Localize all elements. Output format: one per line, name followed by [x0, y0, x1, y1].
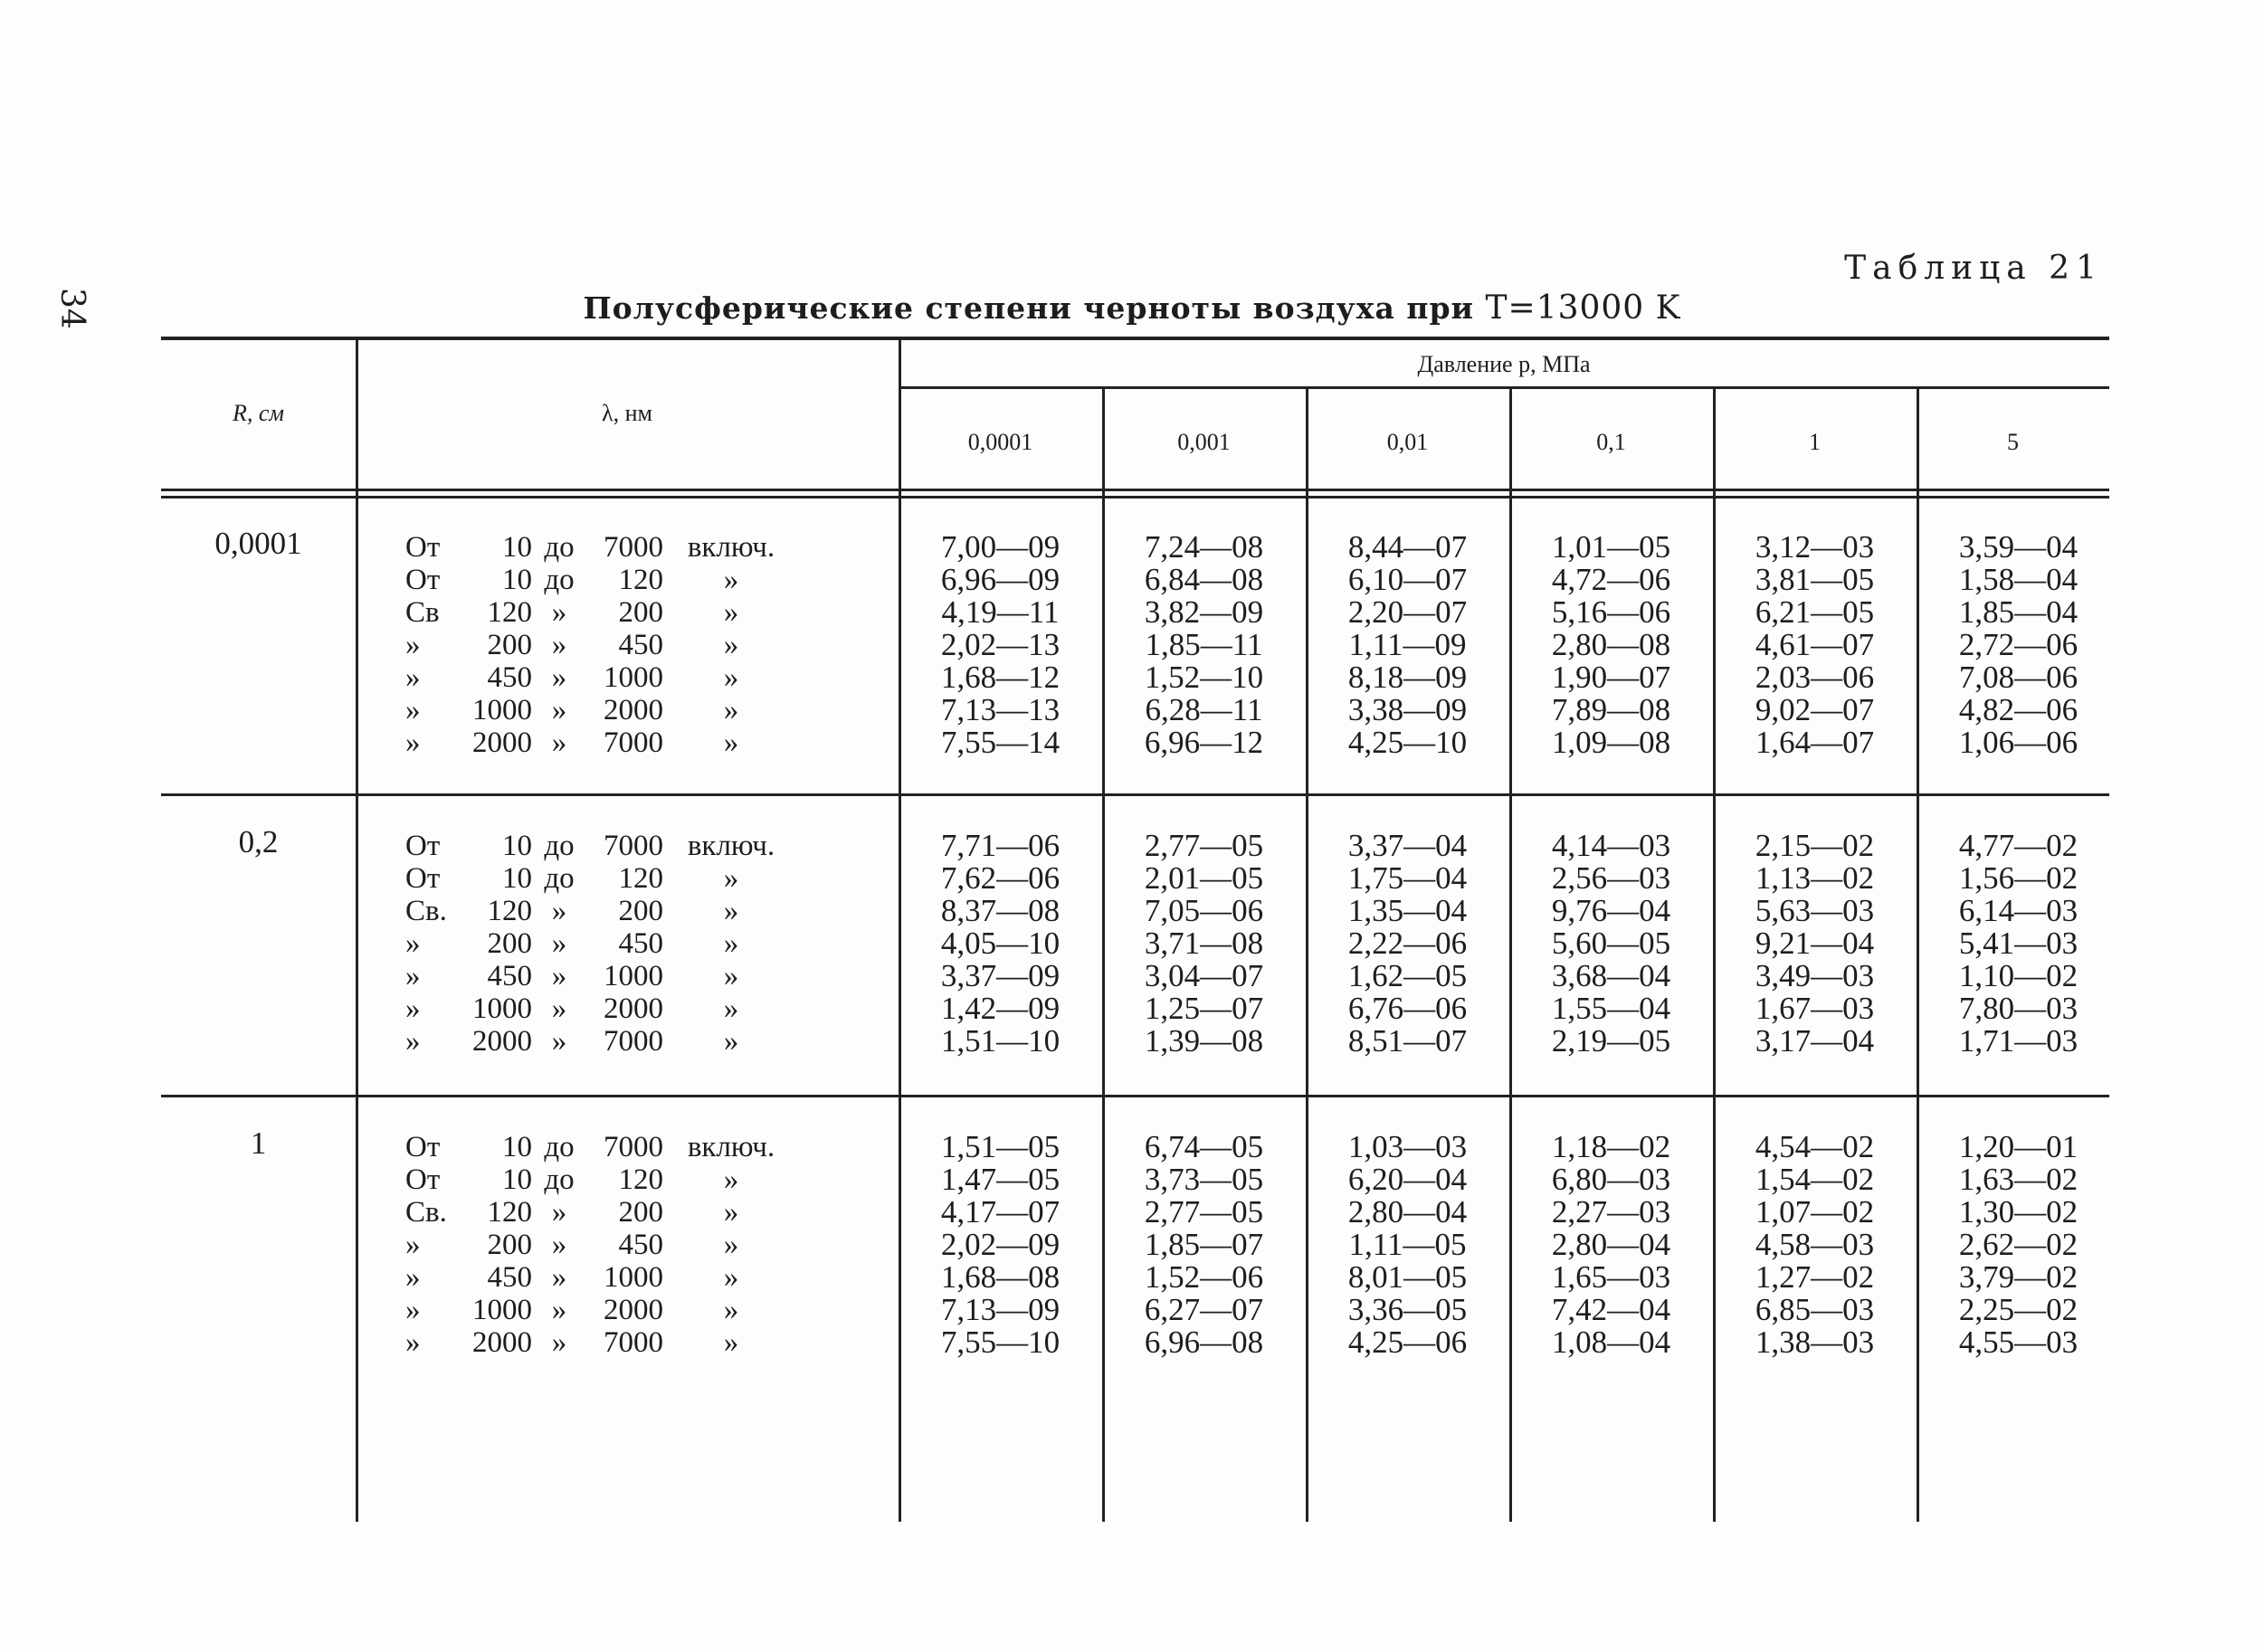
emissivity-value: 6,28—11: [1145, 692, 1263, 727]
lambda-range-part: »: [551, 895, 567, 927]
lambda-range: [405, 862, 799, 895]
lambda-range-part: »: [405, 726, 421, 759]
lambda-range: [405, 726, 799, 759]
lambda-range-part: От: [405, 1131, 441, 1163]
group-divider-2: [161, 1095, 2109, 1097]
emissivity-value: 1,09—08: [1551, 725, 1671, 760]
emissivity-value: 1,55—04: [1551, 991, 1671, 1026]
emissivity-value: 2,62—02: [1958, 1227, 2079, 1262]
lambda-range-part: »: [405, 927, 421, 960]
lambda-range: [405, 1131, 799, 1163]
lambda-range-part: 120: [618, 564, 663, 596]
emissivity-value: 4,17—07: [940, 1194, 1061, 1230]
emissivity-value: 4,55—03: [1958, 1324, 2079, 1360]
emissivity-value: 1,85—07: [1144, 1227, 1264, 1262]
emissivity-value: 1,01—05: [1551, 529, 1671, 565]
lambda-range-part: От: [405, 862, 441, 895]
lambda-range: [405, 531, 799, 564]
lambda-range: [405, 1196, 799, 1229]
header-pressure: Давление p, МПа: [1417, 351, 1591, 377]
emissivity-column: [1713, 830, 1917, 1058]
emissivity-value: 7,55—14: [940, 725, 1061, 760]
emissivity-column: [1509, 830, 1713, 1058]
lambda-range-part: 450: [618, 927, 663, 960]
lambda-range-part: 200: [618, 1196, 663, 1229]
lambda-range-part: 120: [487, 1196, 532, 1229]
lambda-range-part: до: [544, 1131, 575, 1163]
lambda-range-part: От: [405, 830, 441, 862]
lambda-range-part: »: [723, 1025, 739, 1058]
emissivity-value: 6,84—08: [1144, 562, 1264, 597]
emissivity-value: 7,42—04: [1551, 1292, 1671, 1327]
emissivity-value: 3,73—05: [1144, 1162, 1264, 1197]
emissivity-value: 5,16—06: [1551, 594, 1671, 630]
emissivity-value: 1,51—05: [940, 1129, 1061, 1164]
emissivity-value: 1,85—04: [1958, 594, 2079, 630]
lambda-range-part: »: [723, 1196, 739, 1229]
emissivity-value: 1,30—02: [1958, 1194, 2079, 1230]
page-number: 34: [53, 288, 90, 329]
lambda-range-part: 7000: [604, 726, 663, 759]
lambda-range: [405, 895, 799, 927]
emissivity-value: 1,65—03: [1551, 1259, 1671, 1295]
emissivity-value: 2,19—05: [1551, 1023, 1671, 1059]
lambda-range-part: »: [405, 661, 421, 694]
emissivity-value: 7,71—06: [940, 828, 1061, 863]
emissivity-column: [1917, 531, 2120, 759]
emissivity-value: 3,59—04: [1958, 529, 2079, 565]
emissivity-value: 4,54—02: [1755, 1129, 1875, 1164]
header-lambda: λ, нм: [602, 400, 652, 426]
emissivity-value: 2,27—03: [1551, 1194, 1671, 1230]
emissivity-value: 1,06—06: [1958, 725, 2079, 760]
lambda-range-list: [405, 830, 799, 1058]
lambda-range-part: 450: [618, 1229, 663, 1261]
emissivity-column: [1917, 1131, 2120, 1359]
lambda-range-part: 2000: [604, 694, 663, 726]
emissivity-value: 1,38—03: [1755, 1324, 1875, 1360]
table-title-text: Полусферические степени черноты воздуха при: [583, 290, 1486, 326]
emissivity-value: 6,76—06: [1347, 991, 1468, 1026]
emissivity-value: 2,22—06: [1347, 926, 1468, 961]
lambda-range-part: 7000: [604, 531, 663, 564]
emissivity-value: 3,38—09: [1347, 692, 1468, 727]
emissivity-value: 4,14—03: [1551, 828, 1671, 863]
lambda-range-list: [405, 1131, 799, 1359]
lambda-range-part: 200: [618, 895, 663, 927]
emissivity-value: 7,05—06: [1144, 893, 1264, 928]
lambda-range-part: 1000: [472, 992, 532, 1025]
emissivity-value: 1,67—03: [1755, 991, 1875, 1026]
emissivity-value: 4,61—07: [1755, 627, 1875, 662]
emissivity-value: 1,07—02: [1755, 1194, 1875, 1230]
row-r-value: 1: [250, 1125, 267, 1161]
emissivity-value: 3,36—05: [1347, 1292, 1468, 1327]
emissivity-value: 4,58—03: [1755, 1227, 1875, 1262]
emissivity-value: 1,64—07: [1755, 725, 1875, 760]
emissivity-value: 7,08—06: [1958, 660, 2079, 695]
emissivity-value: 6,85—03: [1755, 1292, 1875, 1327]
emissivity-value: 7,80—03: [1958, 991, 2079, 1026]
lambda-range-part: до: [544, 862, 575, 895]
emissivity-value: 6,96—09: [940, 562, 1061, 597]
lambda-range: [405, 661, 799, 694]
emissivity-value: 7,13—13: [940, 692, 1061, 727]
emissivity-value: 5,63—03: [1755, 893, 1875, 928]
emissivity-value: 4,25—10: [1347, 725, 1468, 760]
lambda-range-part: »: [551, 1261, 567, 1294]
emissivity-table: [161, 337, 2109, 1522]
emissivity-value: 3,37—09: [940, 958, 1061, 993]
lambda-range: [405, 830, 799, 862]
lambda-range-part: 2000: [604, 992, 663, 1025]
lambda-range-part: »: [723, 661, 739, 694]
lambda-range-part: 2000: [472, 726, 532, 759]
emissivity-value: 1,90—07: [1551, 660, 1671, 695]
lambda-range-part: »: [551, 629, 567, 661]
lambda-range-part: 1000: [472, 1294, 532, 1326]
lambda-range: [405, 1294, 799, 1326]
lambda-range-part: »: [723, 726, 739, 759]
row-r-value: 0,2: [238, 824, 279, 859]
lambda-range-part: »: [723, 629, 739, 661]
emissivity-value: 7,89—08: [1551, 692, 1671, 727]
lambda-range-part: От: [405, 531, 441, 564]
emissivity-value: 3,81—05: [1755, 562, 1875, 597]
lambda-range-part: 10: [502, 1163, 532, 1196]
emissivity-value: 8,44—07: [1347, 529, 1468, 565]
emissivity-value: 1,18—02: [1551, 1129, 1671, 1164]
lambda-range-part: 2000: [472, 1326, 532, 1359]
lambda-range-part: »: [723, 694, 739, 726]
lambda-range-part: »: [723, 960, 739, 992]
header-pressure-1: 0,001: [1177, 429, 1231, 455]
emissivity-value: 2,02—09: [940, 1227, 1061, 1262]
lambda-range-part: до: [544, 830, 575, 862]
lambda-range-part: 10: [502, 564, 532, 596]
lambda-range: [405, 629, 799, 661]
header-r: R, см: [232, 400, 284, 426]
emissivity-value: 3,79—02: [1958, 1259, 2079, 1295]
lambda-range-part: Св: [405, 596, 440, 629]
emissivity-value: 4,19—11: [941, 594, 1060, 630]
emissivity-value: 1,68—08: [940, 1259, 1061, 1295]
emissivity-value: 1,85—11: [1145, 627, 1263, 662]
lambda-range-part: »: [551, 661, 567, 694]
lambda-range-part: до: [544, 564, 575, 596]
emissivity-column: [899, 531, 1102, 759]
lambda-range-part: »: [405, 629, 421, 661]
lambda-range-part: 450: [487, 960, 532, 992]
lambda-range: [405, 1326, 799, 1359]
lambda-range: [405, 992, 799, 1025]
emissivity-value: 4,05—10: [940, 926, 1061, 961]
lambda-range-part: »: [405, 1025, 421, 1058]
emissivity-value: 7,24—08: [1144, 529, 1264, 565]
emissivity-value: 1,63—02: [1958, 1162, 2079, 1197]
lambda-range-part: 200: [487, 1229, 532, 1261]
emissivity-value: 1,11—05: [1348, 1227, 1467, 1262]
emissivity-value: 9,76—04: [1551, 893, 1671, 928]
emissivity-column: [1306, 830, 1509, 1058]
emissivity-value: 7,00—09: [940, 529, 1061, 565]
header-pressure-0: 0,0001: [967, 429, 1033, 455]
emissivity-value: 1,68—12: [940, 660, 1061, 695]
emissivity-value: 6,96—08: [1144, 1324, 1264, 1360]
table-title: [0, 290, 2264, 327]
emissivity-column: [1713, 1131, 1917, 1359]
emissivity-value: 5,60—05: [1551, 926, 1671, 961]
emissivity-value: 6,96—12: [1144, 725, 1264, 760]
lambda-range-part: »: [723, 862, 739, 895]
lambda-range: [405, 1229, 799, 1261]
emissivity-value: 5,41—03: [1958, 926, 2079, 961]
lambda-range-part: »: [723, 596, 739, 629]
lambda-range-part: »: [405, 1261, 421, 1294]
lambda-range-list: [405, 531, 799, 759]
emissivity-column: [1509, 531, 1713, 759]
lambda-range: [405, 960, 799, 992]
emissivity-value: 1,27—02: [1755, 1259, 1875, 1295]
emissivity-value: 1,54—02: [1755, 1162, 1875, 1197]
emissivity-column: [1102, 531, 1306, 759]
emissivity-value: 2,01—05: [1144, 860, 1264, 896]
lambda-range-part: »: [551, 1326, 567, 1359]
lambda-range-part: 450: [618, 629, 663, 661]
emissivity-value: 1,47—05: [940, 1162, 1061, 1197]
lambda-range-part: »: [723, 992, 739, 1025]
lambda-range-part: »: [551, 960, 567, 992]
lambda-range-part: »: [551, 596, 567, 629]
lambda-range-part: 120: [487, 895, 532, 927]
group-divider-1: [161, 793, 2109, 796]
emissivity-value: 9,02—07: [1755, 692, 1875, 727]
emissivity-column: [1306, 1131, 1509, 1359]
emissivity-value: 8,18—09: [1347, 660, 1468, 695]
emissivity-value: 1,11—09: [1348, 627, 1467, 662]
emissivity-column: [1306, 531, 1509, 759]
lambda-range-part: »: [405, 1294, 421, 1326]
lambda-range-part: »: [551, 1294, 567, 1326]
emissivity-value: 4,82—06: [1958, 692, 2079, 727]
header-pressure-3: 0,1: [1596, 429, 1626, 455]
emissivity-value: 3,68—04: [1551, 958, 1671, 993]
lambda-range-part: 10: [502, 830, 532, 862]
header-double-rule-2: [161, 496, 2109, 498]
emissivity-value: 1,56—02: [1958, 860, 2079, 896]
emissivity-value: 1,08—04: [1551, 1324, 1671, 1360]
lambda-range-part: Св.: [405, 1196, 447, 1229]
lambda-range-part: »: [723, 927, 739, 960]
emissivity-value: 1,75—04: [1347, 860, 1468, 896]
emissivity-value: 6,10—07: [1347, 562, 1468, 597]
lambda-range-part: »: [405, 1229, 421, 1261]
emissivity-value: 6,14—03: [1958, 893, 2079, 928]
emissivity-value: 1,52—10: [1144, 660, 1264, 695]
emissivity-value: 2,02—13: [940, 627, 1061, 662]
header-double-rule-1: [161, 489, 2109, 491]
lambda-range-part: »: [723, 1163, 739, 1196]
emissivity-value: 1,58—04: [1958, 562, 2079, 597]
lambda-range-part: »: [723, 1294, 739, 1326]
emissivity-value: 2,80—04: [1551, 1227, 1671, 1262]
lambda-range-part: до: [544, 1163, 575, 1196]
lambda-range-part: 200: [618, 596, 663, 629]
emissivity-value: 1,35—04: [1347, 893, 1468, 928]
header-pressure-4: 1: [1809, 429, 1821, 455]
lambda-range-part: »: [723, 1261, 739, 1294]
col-rule-r: [356, 338, 358, 1522]
emissivity-value: 2,56—03: [1551, 860, 1671, 896]
emissivity-value: 7,62—06: [940, 860, 1061, 896]
lambda-range-part: 200: [487, 927, 532, 960]
emissivity-value: 1,10—02: [1958, 958, 2079, 993]
emissivity-value: 3,04—07: [1144, 958, 1264, 993]
emissivity-value: 6,80—03: [1551, 1162, 1671, 1197]
emissivity-value: 1,25—07: [1144, 991, 1264, 1026]
emissivity-value: 7,55—10: [940, 1324, 1061, 1360]
lambda-range-part: 7000: [604, 830, 663, 862]
lambda-range-part: 2000: [604, 1294, 663, 1326]
lambda-range: [405, 1025, 799, 1058]
lambda-range: [405, 564, 799, 596]
emissivity-column: [1917, 830, 2120, 1058]
lambda-range-part: От: [405, 564, 441, 596]
emissivity-value: 8,37—08: [940, 893, 1061, 928]
emissivity-value: 6,74—05: [1144, 1129, 1264, 1164]
lambda-range-part: 10: [502, 862, 532, 895]
emissivity-value: 1,62—05: [1347, 958, 1468, 993]
emissivity-value: 8,51—07: [1347, 1023, 1468, 1059]
lambda-range-part: Св.: [405, 895, 447, 927]
header-pressure-5: 5: [2007, 429, 2019, 455]
lambda-range-part: включ.: [687, 1131, 775, 1163]
lambda-range-part: 120: [487, 596, 532, 629]
emissivity-value: 2,25—02: [1958, 1292, 2079, 1327]
emissivity-value: 6,20—04: [1347, 1162, 1468, 1197]
lambda-range-part: до: [544, 531, 575, 564]
lambda-range-part: 450: [487, 661, 532, 694]
lambda-range: [405, 1163, 799, 1196]
lambda-range-part: »: [723, 1229, 739, 1261]
emissivity-value: 2,15—02: [1755, 828, 1875, 863]
emissivity-value: 3,49—03: [1755, 958, 1875, 993]
emissivity-value: 2,77—05: [1144, 828, 1264, 863]
emissivity-value: 2,80—04: [1347, 1194, 1468, 1230]
lambda-range-part: 1000: [472, 694, 532, 726]
lambda-range-part: 7000: [604, 1131, 663, 1163]
lambda-range-part: 10: [502, 531, 532, 564]
lambda-range: [405, 1261, 799, 1294]
lambda-range-part: 120: [618, 862, 663, 895]
emissivity-column: [1102, 830, 1306, 1058]
emissivity-column: [899, 830, 1102, 1058]
lambda-range: [405, 694, 799, 726]
emissivity-value: 6,21—05: [1755, 594, 1875, 630]
emissivity-value: 2,72—06: [1958, 627, 2079, 662]
header-pressure-2: 0,01: [1386, 429, 1429, 455]
emissivity-value: 1,71—03: [1958, 1023, 2079, 1059]
emissivity-value: 2,03—06: [1755, 660, 1875, 695]
lambda-range-part: 7000: [604, 1025, 663, 1058]
lambda-range-part: »: [405, 960, 421, 992]
lambda-range-part: 200: [487, 629, 532, 661]
lambda-range: [405, 927, 799, 960]
emissivity-value: 3,17—04: [1755, 1023, 1875, 1059]
table-title-temperature: T=13000 K: [1485, 290, 1681, 327]
lambda-range-part: »: [551, 1196, 567, 1229]
emissivity-column: [1509, 1131, 1713, 1359]
emissivity-column: [1102, 1131, 1306, 1359]
lambda-range-part: 1000: [604, 1261, 663, 1294]
emissivity-value: 2,77—05: [1144, 1194, 1264, 1230]
lambda-range-part: »: [551, 726, 567, 759]
emissivity-value: 1,03—03: [1347, 1129, 1468, 1164]
lambda-range-part: »: [551, 1229, 567, 1261]
lambda-range-part: 450: [487, 1261, 532, 1294]
lambda-range: [405, 596, 799, 629]
row-r-value: 0,0001: [214, 526, 302, 561]
emissivity-value: 1,51—10: [940, 1023, 1061, 1059]
emissivity-value: 4,77—02: [1958, 828, 2079, 863]
emissivity-column: [1713, 531, 1917, 759]
lambda-range-part: »: [551, 694, 567, 726]
emissivity-value: 6,27—07: [1144, 1292, 1264, 1327]
lambda-range-part: »: [405, 1326, 421, 1359]
emissivity-value: 1,13—02: [1755, 860, 1875, 896]
lambda-range-part: 10: [502, 1131, 532, 1163]
lambda-range-part: »: [723, 1326, 739, 1359]
lambda-range-part: От: [405, 1163, 441, 1196]
emissivity-value: 1,42—09: [940, 991, 1061, 1026]
lambda-range-part: 1000: [604, 960, 663, 992]
lambda-range-part: включ.: [687, 531, 775, 564]
emissivity-column: [899, 1131, 1102, 1359]
emissivity-value: 3,12—03: [1755, 529, 1875, 565]
emissivity-value: 1,20—01: [1958, 1129, 2079, 1164]
emissivity-value: 7,13—09: [940, 1292, 1061, 1327]
emissivity-value: 3,71—08: [1144, 926, 1264, 961]
emissivity-value: 3,37—04: [1347, 828, 1468, 863]
lambda-range-part: 120: [618, 1163, 663, 1196]
emissivity-value: 2,20—07: [1347, 594, 1468, 630]
lambda-range-part: »: [405, 694, 421, 726]
lambda-range-part: »: [551, 1025, 567, 1058]
lambda-range-part: »: [551, 992, 567, 1025]
lambda-range-part: »: [723, 895, 739, 927]
lambda-range-part: »: [723, 564, 739, 596]
lambda-range-part: 1000: [604, 661, 663, 694]
lambda-range-part: »: [551, 927, 567, 960]
lambda-range-part: 2000: [472, 1025, 532, 1058]
emissivity-value: 9,21—04: [1755, 926, 1875, 961]
lambda-range-part: включ.: [687, 830, 775, 862]
emissivity-value: 2,80—08: [1551, 627, 1671, 662]
emissivity-value: 4,25—06: [1347, 1324, 1468, 1360]
emissivity-value: 1,52—06: [1144, 1259, 1264, 1295]
table-label: Таблица 21: [1844, 250, 2103, 287]
emissivity-value: 1,39—08: [1144, 1023, 1264, 1059]
emissivity-value: 4,72—06: [1551, 562, 1671, 597]
emissivity-value: 8,01—05: [1347, 1259, 1468, 1295]
lambda-range-part: »: [405, 992, 421, 1025]
table-top-rule: [161, 337, 2109, 340]
lambda-range-part: 7000: [604, 1326, 663, 1359]
emissivity-value: 3,82—09: [1144, 594, 1264, 630]
pressure-header-rule: [899, 386, 2109, 389]
